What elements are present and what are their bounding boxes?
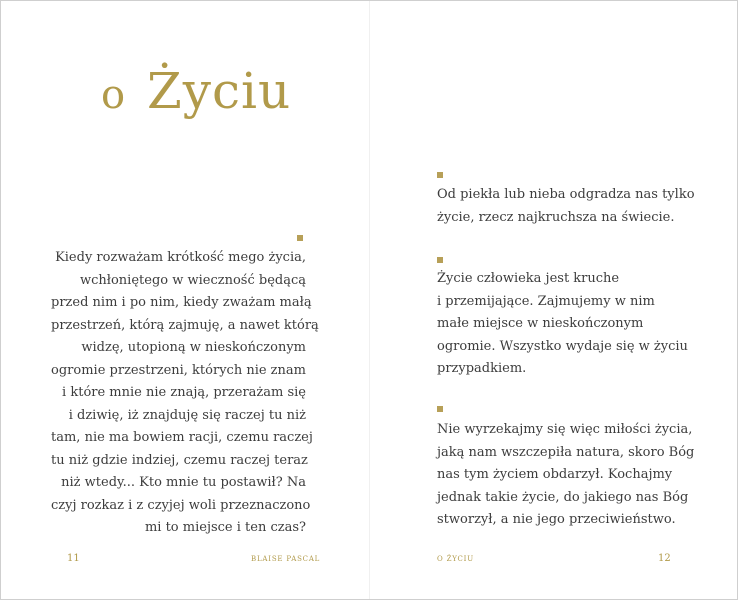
running-head-right: O ŻYCIU (437, 555, 474, 563)
paragraph-line: i przemijające. Zajmujemy w nim (437, 293, 655, 309)
quote-line: niż wtedy... Kto mnie tu postawił? Na (61, 475, 306, 490)
paragraph-line: stworzył, a nie jego przeciwieństwo. (437, 512, 676, 527)
quote-line: tu niż gdzie indziej, czemu raczej teraz (51, 452, 308, 468)
paragraph-line: jaką nam wszczepiła natura, skoro Bóg (437, 444, 695, 460)
right-paragraph-2 (437, 268, 688, 381)
paragraph-line: ogromie. Wszystko wydaje się w życiu (437, 338, 688, 354)
quote-line: wchłoniętego w wieczność będącą (79, 272, 306, 288)
left-quote (51, 247, 319, 540)
section-marker-icon (437, 172, 443, 178)
chapter-title-prefix: o (101, 72, 127, 118)
paragraph-line: Nie wyrzekajmy się więc miłości życia, (437, 422, 693, 437)
page-gutter (369, 1, 370, 599)
quote-line: i dziwię, iż znajduję się raczej tu niż (68, 407, 306, 423)
quote-line: czyj rozkaz i z czyjej woli przeznaczono (51, 497, 311, 513)
quote-line: przed nim i po nim, kiedy zważam małą (51, 295, 312, 310)
paragraph-line: nas tym życiem obdarzył. Kochajmy (437, 467, 673, 482)
paragraph-line: Od piekła lub nieba odgradza nas tylko (437, 187, 695, 202)
paragraph-line: życie, rzecz najkruchsza na świecie. (437, 209, 675, 225)
quote-line: mi to miejsce i ten czas? (144, 520, 306, 535)
quote-line: ogromie przestrzeni, których nie znam (51, 362, 306, 378)
paragraph-line: Życie człowieka jest kruche (437, 271, 620, 286)
page-number-right: 12 (658, 553, 671, 564)
running-head-left: BLAISE PASCAL (251, 555, 321, 563)
quote-line: i które mnie nie znają, przerażam się (62, 385, 306, 400)
paragraph-line: jednak takie życie, do jakiego nas Bóg (437, 489, 689, 505)
section-marker-icon (437, 406, 443, 412)
page-number-left: 11 (67, 553, 80, 564)
section-marker-icon (297, 235, 303, 241)
right-paragraph-3 (437, 419, 694, 532)
paragraph-line: przypadkiem. (437, 361, 527, 376)
quote-line: tam, nie ma bowiem racji, czemu raczej (51, 430, 313, 445)
quote-line: przestrzeń, którą zajmuję, a nawet którą (51, 317, 319, 333)
section-marker-icon (437, 257, 443, 263)
right-paragraph-1 (437, 184, 695, 229)
chapter-title-main: Życiu (147, 62, 292, 120)
quote-line: widzę, utopioną w nieskończonym (81, 340, 306, 355)
chapter-title (101, 61, 291, 125)
paragraph-line: małe miejsce w nieskończonym (437, 316, 644, 331)
quote-line: Kiedy rozważam krótkość mego życia, (55, 250, 306, 265)
